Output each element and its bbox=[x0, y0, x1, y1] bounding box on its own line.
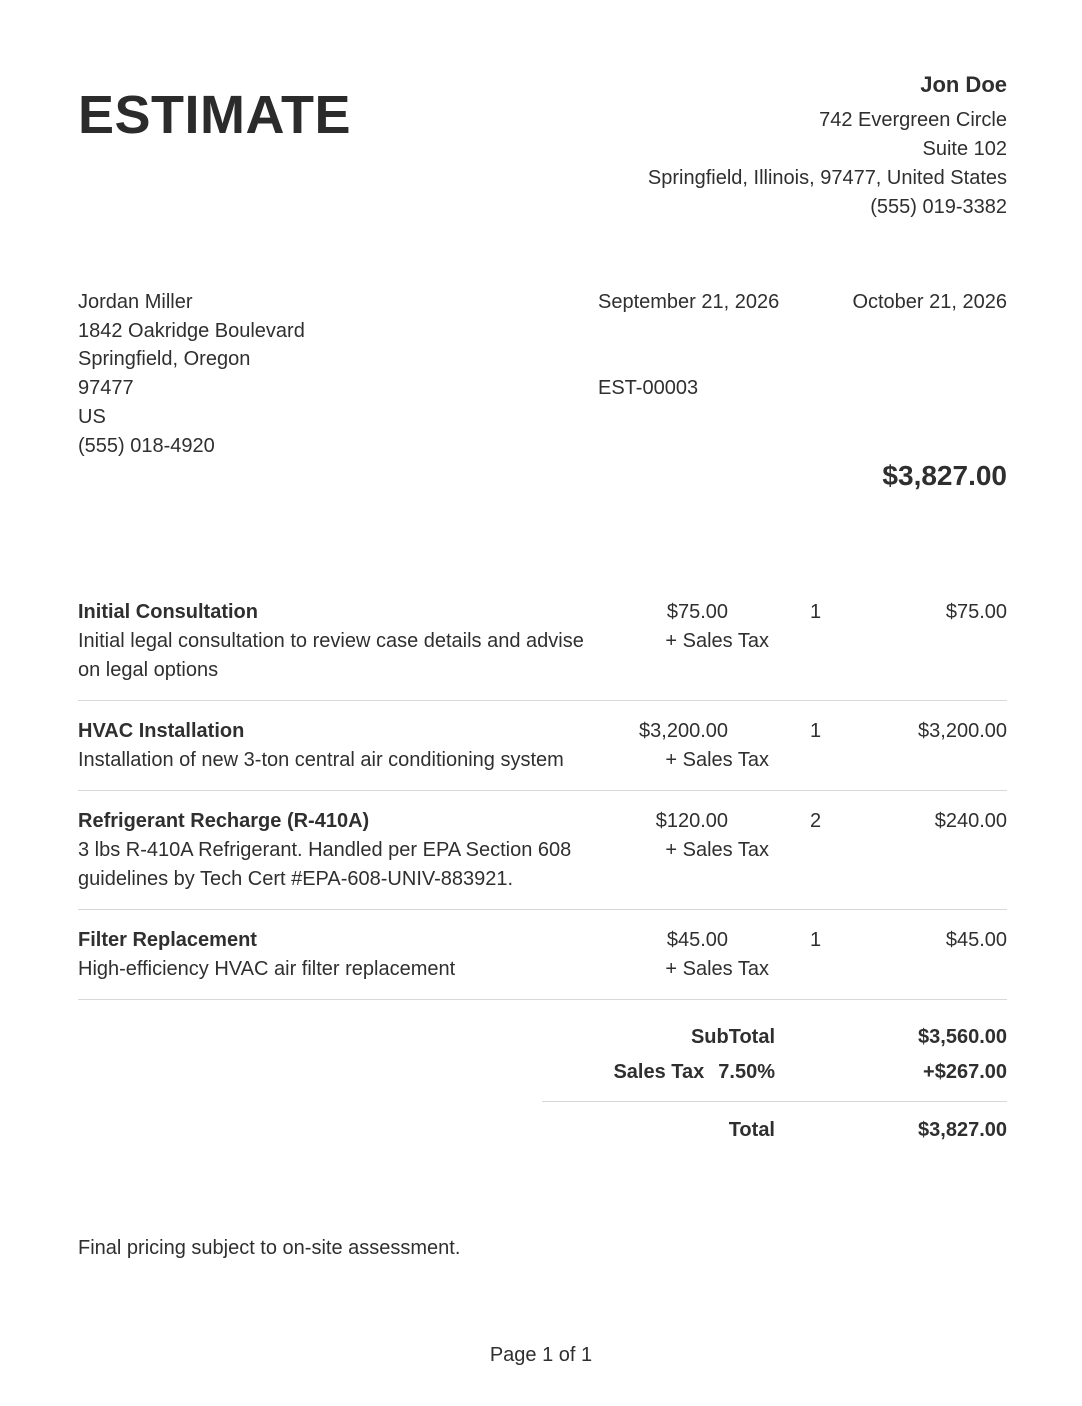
line-item-amount: $45.00 bbox=[945, 929, 1007, 951]
line-item-name: Filter Replacement bbox=[78, 929, 257, 951]
line-item-tax-note: + Sales Tax bbox=[665, 839, 769, 861]
line-item bbox=[78, 717, 1007, 791]
line-item-description-cell bbox=[78, 807, 603, 894]
estimate-total-amount: $3,827.00 bbox=[882, 460, 1007, 491]
line-item-price: $120.00 bbox=[655, 810, 728, 832]
line-item-tax-note: + Sales Tax bbox=[665, 630, 769, 652]
line-item-price: $3,200.00 bbox=[639, 720, 728, 742]
line-item-description: 3 lbs R-410A Refrigerant. Handled per EPA Section 608 guidelines by Tech Cert #EPA-608-UNIV-883921. bbox=[78, 839, 572, 890]
client-address-line-1: 1842 Oakridge Boulevard bbox=[78, 319, 305, 342]
total-row bbox=[542, 1115, 1007, 1150]
tax-value: +$267.00 bbox=[923, 1061, 1007, 1083]
sender-block bbox=[648, 70, 1007, 222]
client-phone: (555) 018-4920 bbox=[78, 434, 215, 457]
line-item-qty: 1 bbox=[810, 929, 822, 951]
line-item-price: $45.00 bbox=[666, 929, 728, 951]
sender-name: Jon Doe bbox=[920, 72, 1007, 97]
line-item-amount: $75.00 bbox=[945, 601, 1007, 623]
line-item bbox=[78, 926, 1007, 1000]
total-value: $3,827.00 bbox=[918, 1119, 1007, 1141]
estimate-number: EST-00003 bbox=[598, 377, 699, 399]
line-item-tax-note: + Sales Tax bbox=[665, 749, 769, 771]
line-item-price-cell bbox=[639, 717, 769, 775]
line-item-price: $75.00 bbox=[666, 601, 728, 623]
sender-city-line: Springfield, Illinois, 97477, United States bbox=[647, 167, 1007, 189]
line-item-qty: 2 bbox=[810, 810, 822, 832]
line-items-table bbox=[78, 598, 1007, 1016]
document-title: ESTIMATE bbox=[78, 85, 351, 145]
line-item-tax-note: + Sales Tax bbox=[665, 958, 769, 980]
sender-address-line-1: 742 Evergreen Circle bbox=[819, 109, 1007, 131]
line-item-price-cell bbox=[665, 926, 769, 984]
line-item bbox=[78, 598, 1007, 701]
line-item-name: HVAC Installation bbox=[78, 720, 245, 742]
line-item-description-cell bbox=[78, 598, 603, 685]
estimate-notes: Final pricing subject to on-site assessment. bbox=[78, 1237, 461, 1259]
tax-label: Sales Tax bbox=[613, 1061, 705, 1083]
client-block bbox=[78, 288, 305, 460]
line-item-description-cell bbox=[78, 926, 603, 984]
subtotal-row bbox=[542, 1022, 1007, 1057]
line-item-description: Initial legal consultation to review case details and advise on legal options bbox=[78, 630, 584, 681]
line-item-description-cell bbox=[78, 717, 603, 775]
line-item-amount: $240.00 bbox=[934, 810, 1007, 832]
client-name: Jordan Miller bbox=[78, 291, 193, 313]
estimate-valid-until: October 21, 2026 bbox=[852, 291, 1007, 313]
tax-row bbox=[542, 1057, 1007, 1092]
sender-address-line-2: Suite 102 bbox=[922, 138, 1007, 160]
tax-rate: 7.50% bbox=[718, 1061, 775, 1083]
line-item-price-cell bbox=[665, 598, 769, 656]
subtotal-value: $3,560.00 bbox=[918, 1026, 1007, 1048]
line-item-name: Refrigerant Recharge (R-410A) bbox=[78, 810, 370, 832]
client-zip: 97477 bbox=[78, 377, 134, 400]
client-country: US bbox=[78, 405, 106, 428]
line-item-description: High-efficiency HVAC air filter replacement bbox=[78, 958, 456, 980]
estimate-date: September 21, 2026 bbox=[598, 291, 780, 313]
line-item-amount: $3,200.00 bbox=[918, 720, 1007, 742]
totals-summary bbox=[542, 1022, 1007, 1150]
client-city-state: Springfield, Oregon bbox=[78, 348, 251, 371]
line-item bbox=[78, 807, 1007, 910]
page-number: Page 1 of 1 bbox=[489, 1344, 593, 1366]
line-item-name: Initial Consultation bbox=[78, 601, 258, 623]
line-item-price-cell bbox=[656, 807, 769, 865]
line-item-qty: 1 bbox=[810, 601, 822, 623]
sender-phone: (555) 019-3382 bbox=[870, 196, 1007, 218]
subtotal-label: SubTotal bbox=[690, 1026, 775, 1048]
totals-divider bbox=[542, 1101, 1007, 1102]
tax-label-group bbox=[613, 1057, 775, 1087]
line-item-qty: 1 bbox=[810, 720, 822, 742]
total-label: Total bbox=[728, 1119, 775, 1141]
line-item-description: Installation of new 3-ton central air conditioning system bbox=[78, 749, 564, 771]
